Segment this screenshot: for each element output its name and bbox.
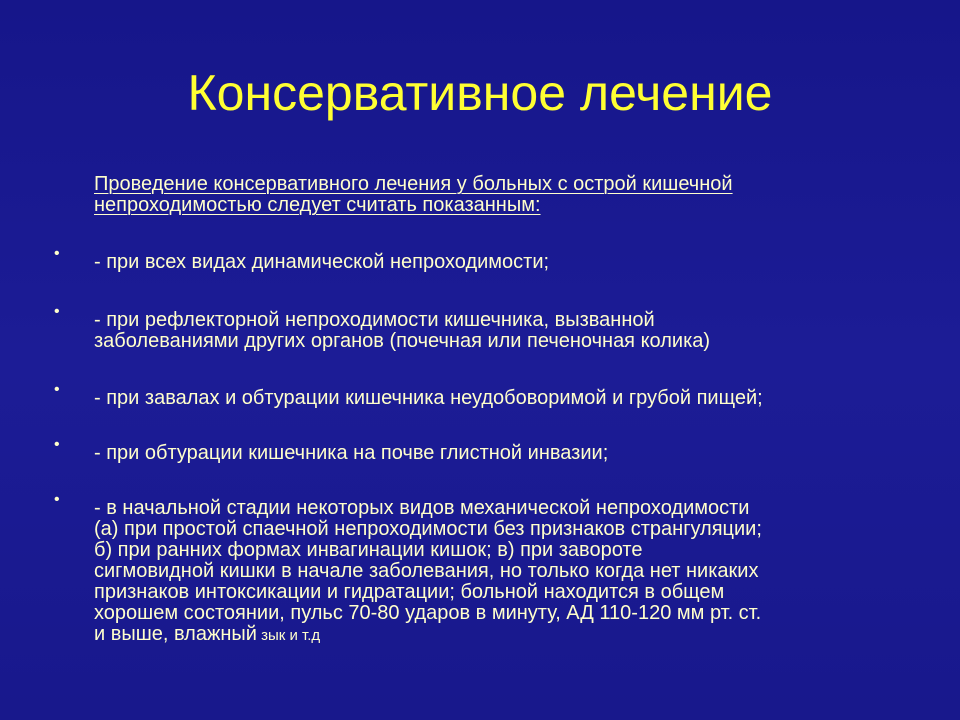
bullet-line: - при завалах и обтурации кишечника неудобоворимой и грубой пищей; xyxy=(94,387,763,409)
bullet-line: - при обтурации кишечника на почве глистной инвазии; xyxy=(94,442,609,464)
bullet-line: (а) при простой спаечной непроходимости без признаков странгуляции; xyxy=(94,518,762,540)
bullet-text xyxy=(94,252,914,273)
bullet-text xyxy=(94,443,914,464)
bullet-icon: • xyxy=(54,303,60,320)
bullet-text xyxy=(94,498,914,646)
slide-title: Консервативное лечение xyxy=(187,65,773,121)
bullet-line: - при рефлекторной непроходимости кишечника, вызванной xyxy=(94,309,655,331)
bullet-line-main: и выше, влажный xyxy=(94,623,257,645)
bullet-icon: • xyxy=(54,491,60,508)
bullet-line-small: зык и т.д xyxy=(256,627,321,644)
bullet-line: признаков интоксикации и гидратации; больной находится в общем xyxy=(94,581,725,603)
bullet-line: заболеваниями других органов (почечная или печеночная колика) xyxy=(94,330,711,352)
bullet-icon: • xyxy=(54,245,60,262)
bullet-line: б) при ранних формах инвагинации кишок; в) при завороте xyxy=(94,539,643,561)
intro-line-2: непроходимостью следует считать показанным: xyxy=(94,194,541,216)
intro-text xyxy=(94,174,894,216)
bullet-text xyxy=(94,388,914,409)
bullet-line: сигмовидной кишки в начале заболевания, но только когда нет никаких xyxy=(94,560,759,582)
bullet-text xyxy=(94,310,914,352)
bullet-icon: • xyxy=(54,381,60,398)
bullet-icon: • xyxy=(54,436,60,453)
intro-line-1: Проведение консервативного лечения у больных с острой кишечной xyxy=(94,173,733,195)
bullet-line: хорошем состоянии, пульс 70-80 ударов в минуту, АД 110-120 мм рт. ст. xyxy=(94,602,762,624)
bullet-line: - в начальной стадии некоторых видов механической непроходимости xyxy=(94,497,750,519)
bullet-line: - при всех видах динамической непроходимости; xyxy=(94,251,550,273)
bullet-line-last xyxy=(94,624,914,646)
